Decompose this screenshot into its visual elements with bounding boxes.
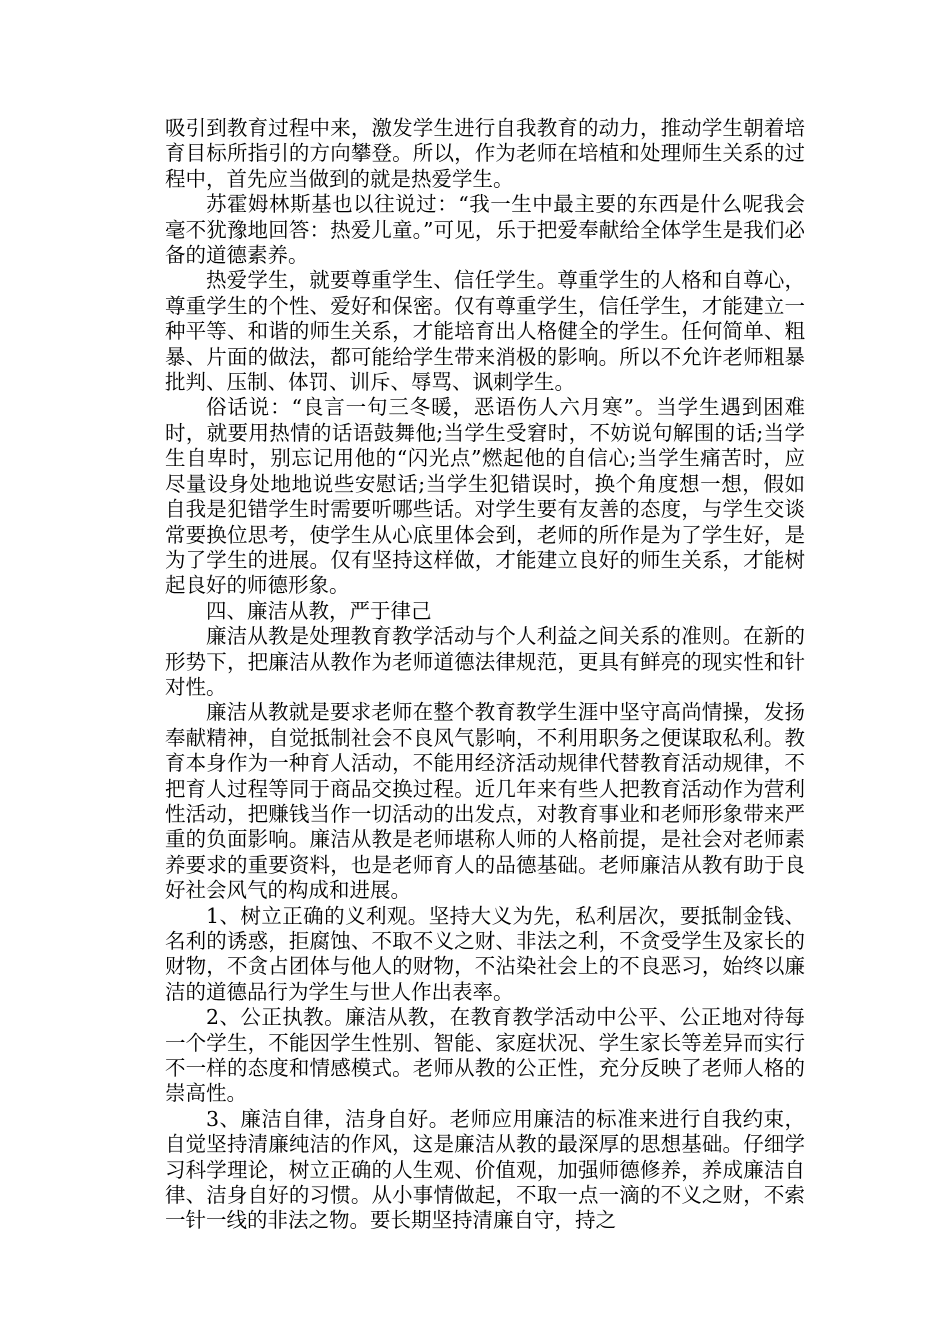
paragraph-integrity-principle: 廉洁从教是处理教育教学活动与个人利益之间关系的准则。在新的形势下，把廉洁从教作为老师道德法律规范，更具有鲜亮的现实性和针对性。	[165, 624, 805, 699]
section-heading-integrity: 四、廉洁从教，严于律己	[206, 598, 432, 623]
paragraph-intro-continuation: 吸引到教育过程中来，激发学生进行自我教育的动力，推动学生朝着培育目标所指引的方向攀登。所以，作为老师在培植和处理师生关系的过程中，首先应当做到的就是热爱学生。	[165, 116, 805, 191]
paragraph-respect-students: 热爱学生，就要尊重学生、信任学生。尊重学生的人格和自尊心，尊重学生的个性、爱好和保密。仅有尊重学生，信任学生，才能建立一种平等、和谐的师生关系，才能培育出人格健全的学生。任何简单、粗暴、片面的做法，都可能给学生带来消极的影响。所以不允许老师粗暴批判、压制、体罚、训斥、辱骂、讽刺学生。	[165, 268, 805, 395]
list-item-1-righteousness: 1、树立正确的义利观。坚持大义为先，私利居次，要抵制金钱、名利的诱惑，拒腐蚀、不取不义之财、非法之利，不贪受学生及家长的财物，不贪占团体与他人的财物，不沾染社会上的不良恶习，始终以廉洁的道德品行为学生与世人作出表率。	[165, 903, 805, 1004]
list-item-2-fair-teaching: 2、公正执教。廉洁从教，在教育教学活动中公平、公正地对待每一个学生，不能因学生性别、智能、家庭状况、学生家长等差异而实行不一样的态度和情感模式。老师从教的公正性，充分反映了老师人格的崇高性。	[165, 1005, 805, 1106]
paragraph-proverb: 俗话说：“良言一句三冬暖，恶语伤人六月寒”。当学生遇到困难时，就要用热情的话语鼓舞他;当学生受窘时，不妨说句解围的话;当学生自卑时，别忘记用他的“闪光点”燃起他的自信心;当学生痛苦时，应尽量设身处地地说些安慰话;当学生犯错误时，换个角度想一想，假如自我是犯错学生时需要听哪些话。对学生要有友善的态度，与学生交谈常要换位思考，使学生从心底里体会到，老师的所作是为了学生好，是为了学生的进展。仅有坚持这样做，才能建立良好的师生关系，才能树起良好的师德形象。	[165, 395, 805, 598]
document-page	[165, 116, 805, 1234]
paragraph-integrity-requirements: 廉洁从教就是要求老师在整个教育教学生涯中坚守高尚情操，发扬奉献精神，自觉抵制社会不良风气影响，不利用职务之便谋取私利。教育本身作为一种育人活动，不能用经济活动规律代替教育活动规律，不把育人过程等同于商品交换过程。近几年来有些人把教育活动作为营利性活动，把赚钱当作一切活动的出发点，对教育事业和老师形象带来严重的负面影响。廉洁从教是老师堪称人师的人格前提，是社会对老师素养要求的重要资料，也是老师育人的品德基础。老师廉洁从教有助于良好社会风气的构成和进展。	[165, 700, 805, 903]
list-item-3-self-discipline: 3、廉洁自律，洁身自好。老师应用廉洁的标准来进行自我约束，自觉坚持清廉纯洁的作风，这是廉洁从教的最深厚的思想基础。仔细学习科学理论，树立正确的人生观、价值观，加强师德修养，养成廉洁自律、洁身自好的习惯。从小事情做起，不取一点一滴的不义之财，不索一针一线的非法之物。要长期坚持清廉自守，持之	[165, 1106, 805, 1233]
paragraph-suhomlinsky-quote: 苏霍姆林斯基也以往说过：“我一生中最主要的东西是什么呢我会毫不犹豫地回答：热爱儿童。”可见，乐于把爱奉献给全体学生是我们必备的道德素养。	[165, 192, 805, 268]
